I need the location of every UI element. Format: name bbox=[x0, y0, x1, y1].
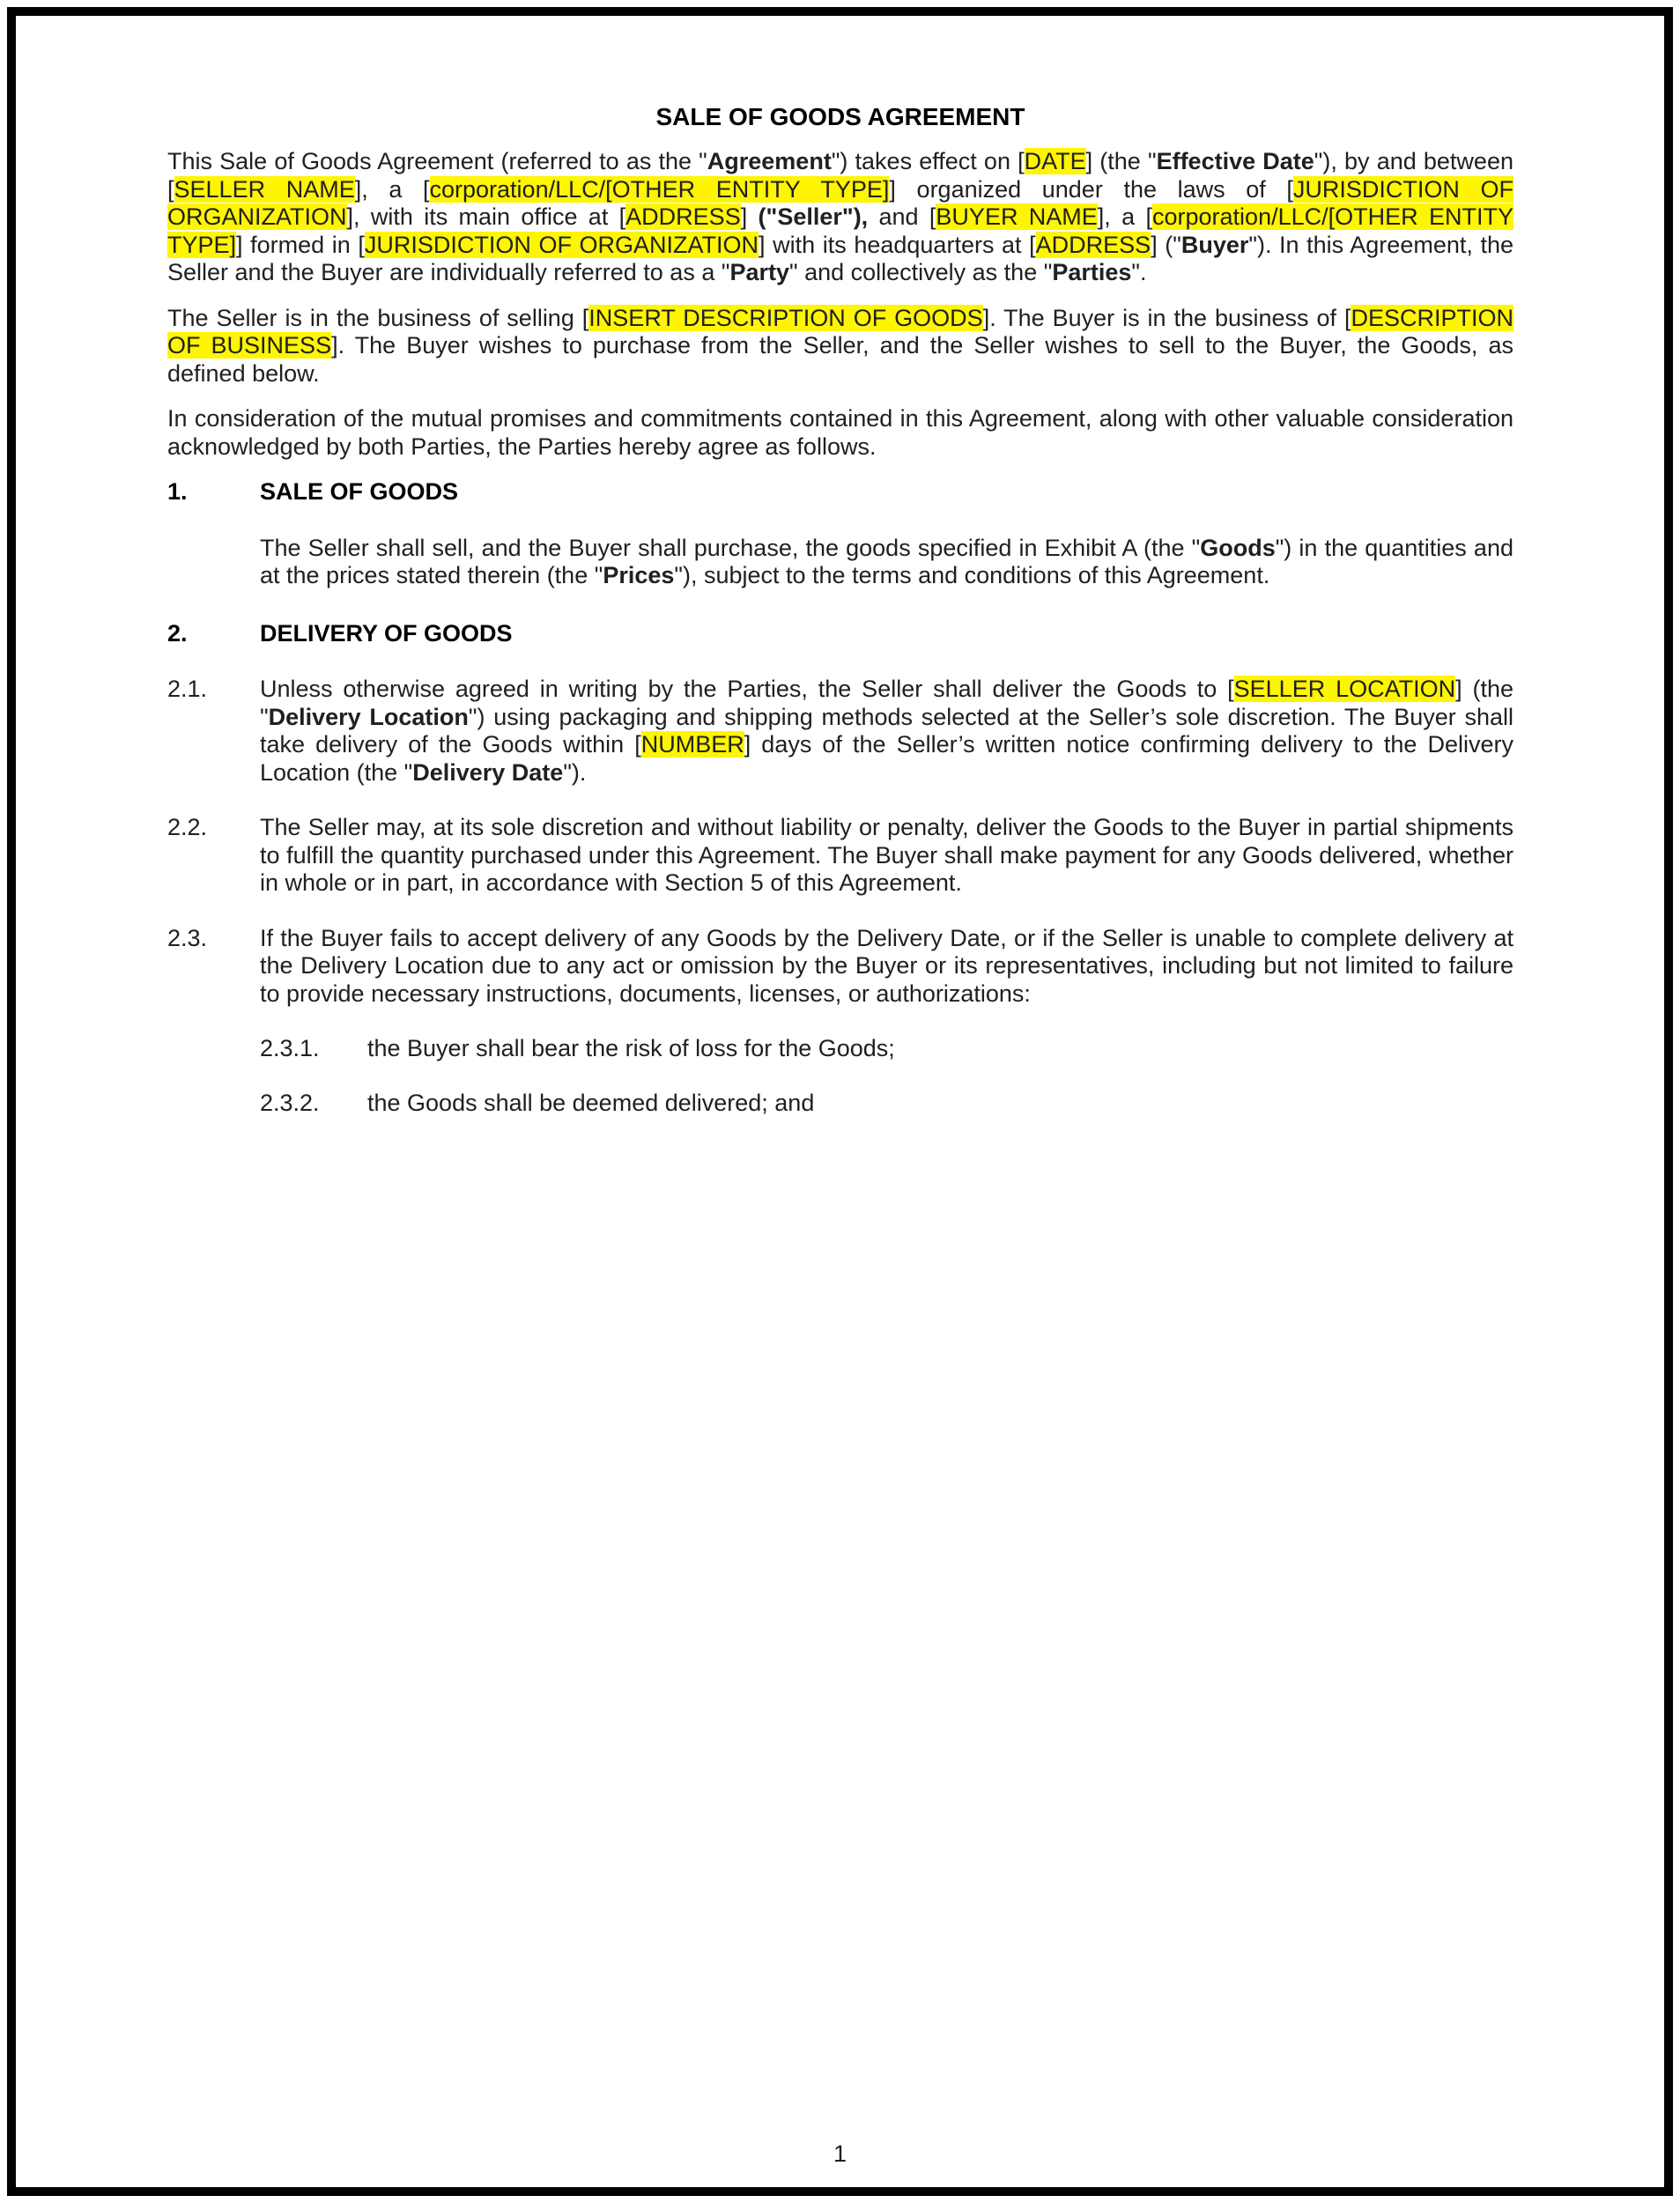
intro-paragraph-1 bbox=[167, 148, 1513, 287]
highlighted-placeholder: SELLER NAME bbox=[174, 175, 355, 203]
text-run: This Sale of Goods Agreement (referred to as the " bbox=[167, 148, 707, 174]
text-run: If the Buyer fails to accept delivery of any Goods by the Delivery Date, or if the Seller is unable to complete delivery at the Delivery Location due to any act or omission by the Buyer or its representatives, including but not limited to failure to provide necessary instructions, documents, licenses, or authorizations: bbox=[260, 924, 1513, 1007]
text-run: Agreement bbox=[707, 148, 832, 174]
highlighted-placeholder: ADDRESS bbox=[625, 203, 741, 230]
subclause-2-3-1-number: 2.3.1. bbox=[260, 1035, 320, 1061]
clause-2-2-number: 2.2. bbox=[167, 814, 208, 840]
text-run: ]. The Buyer is in the business of [ bbox=[982, 304, 1351, 331]
text-run: In consideration of the mutual promises and commitments contained in this Agreement, along with other valuable consideration acknowledged by both Parties, the Parties hereby agree as follows. bbox=[167, 405, 1513, 460]
text-run: "), by and between [ bbox=[167, 148, 1513, 203]
text-run: The Seller is in the business of selling [ bbox=[167, 304, 589, 331]
text-run: ] with its headquarters at [ bbox=[759, 231, 1036, 258]
text-run: The Seller shall sell, and the Buyer shall purchase, the goods specified in Exhibit A (the " bbox=[260, 534, 1201, 561]
text-run: Parties bbox=[1052, 259, 1132, 285]
clause-2-2-text bbox=[260, 814, 1513, 898]
text-run: ". bbox=[1131, 259, 1147, 285]
text-run: Buyer bbox=[1180, 231, 1249, 258]
text-run: ], a [ bbox=[354, 175, 430, 203]
text-run: ] bbox=[740, 203, 759, 230]
text-run: Effective Date bbox=[1156, 148, 1314, 174]
text-run: "). In this Agreement, the Seller and the Buyer are individually referred to as a " bbox=[167, 231, 1513, 285]
page-number: 1 bbox=[833, 2140, 847, 2167]
clause-2-1-text bbox=[260, 676, 1513, 787]
text-run: ] organized under the laws of [ bbox=[889, 175, 1293, 203]
text-run: ") takes effect on [ bbox=[831, 148, 1025, 174]
text-run: ] (the " bbox=[1085, 148, 1157, 174]
section-2-title: DELIVERY OF GOODS bbox=[260, 619, 513, 647]
highlighted-placeholder: NUMBER bbox=[640, 731, 744, 758]
text-run: ] (" bbox=[1151, 231, 1181, 258]
text-run: The Seller may, at its sole discretion and without liability or penalty, deliver the Goods to the Buyer in partial shipments to fulfill the quantity purchased under this Agreement. The Buyer shall make payment for any Goods delivered, whether in whole or in part, in accordance with Section 5 of this Agreement. bbox=[260, 814, 1513, 896]
text-run: ") in the quantities and at the prices stated therein (the " bbox=[260, 534, 1513, 588]
section-2-heading bbox=[167, 620, 1513, 648]
highlighted-placeholder: ADDRESS bbox=[1035, 231, 1151, 258]
clause-2-3-text bbox=[260, 925, 1513, 1009]
highlighted-placeholder: INSERT DESCRIPTION OF GOODS bbox=[588, 304, 983, 331]
section-1-title: SALE OF GOODS bbox=[260, 478, 459, 505]
clause-2-1 bbox=[167, 676, 1513, 787]
text-run: Unless otherwise agreed in writing by the Parties, the Seller shall deliver the Goods to [ bbox=[260, 676, 1234, 702]
text-run: the Goods shall be deemed delivered; and bbox=[367, 1089, 815, 1116]
text-run: and [ bbox=[868, 203, 936, 230]
section-1-heading bbox=[167, 478, 1513, 506]
highlighted-placeholder: DATE bbox=[1024, 148, 1086, 174]
section-2-number: 2. bbox=[167, 619, 188, 647]
text-run: ") using packaging and shipping methods selected at the Seller’s sole discretion. The Buyer shall take delivery of the Goods within [ bbox=[260, 703, 1513, 758]
subclause-2-3-1-text bbox=[367, 1035, 1513, 1063]
intro-paragraph-3 bbox=[167, 405, 1513, 461]
highlighted-placeholder: JURISDICTION OF ORGANIZATION bbox=[364, 231, 759, 258]
highlighted-placeholder: JURISDICTION OF ORGANIZATION bbox=[167, 175, 1514, 230]
clause-2-2 bbox=[167, 814, 1513, 898]
text-run: Prices bbox=[603, 562, 675, 588]
text-run: ] formed in [ bbox=[236, 231, 365, 258]
text-run: "). bbox=[563, 758, 587, 786]
clause-2-3 bbox=[167, 925, 1513, 1009]
section-1-number: 1. bbox=[167, 478, 188, 505]
highlighted-placeholder: DESCRIPTION OF BUSINESS bbox=[167, 304, 1513, 359]
text-run: the Buyer shall bear the risk of loss for the Goods; bbox=[367, 1035, 895, 1061]
subclause-2-3-2-text bbox=[367, 1090, 1513, 1118]
section-1-body bbox=[260, 535, 1513, 590]
highlighted-placeholder: corporation/LLC/[OTHER ENTITY TYPE] bbox=[429, 175, 890, 203]
document-title: SALE OF GOODS AGREEMENT bbox=[655, 103, 1025, 130]
text-run: " and collectively as the " bbox=[788, 259, 1053, 285]
document-content bbox=[167, 102, 1513, 1143]
clause-2-3-number: 2.3. bbox=[167, 924, 208, 951]
text-run: Party bbox=[729, 259, 789, 285]
text-run: ] (the " bbox=[260, 676, 1513, 730]
subclause-2-3-1 bbox=[260, 1035, 1513, 1063]
text-run: ("Seller"), bbox=[758, 203, 869, 230]
highlighted-placeholder: BUYER NAME bbox=[936, 203, 1098, 230]
text-run: Delivery Location bbox=[268, 703, 469, 730]
subclause-2-3-2 bbox=[260, 1090, 1513, 1118]
text-run: Delivery Date bbox=[412, 758, 564, 786]
text-run: Goods bbox=[1200, 534, 1276, 561]
text-run: ], a [ bbox=[1097, 203, 1152, 230]
text-run: ], with its main office at [ bbox=[346, 203, 626, 230]
clause-2-1-number: 2.1. bbox=[167, 676, 208, 702]
intro-paragraph-2 bbox=[167, 305, 1513, 388]
text-run: ]. The Buyer wishes to purchase from the Seller, and the Seller wishes to sell to the Buyer, the Goods, as defined below. bbox=[167, 332, 1513, 387]
text-run: "), subject to the terms and conditions of this Agreement. bbox=[674, 562, 1270, 588]
highlighted-placeholder: corporation/LLC/[OTHER ENTITY TYPE] bbox=[167, 203, 1513, 258]
text-run: ] days of the Seller’s written notice confirming delivery to the Delivery Location (the " bbox=[260, 731, 1513, 786]
subclause-2-3-2-number: 2.3.2. bbox=[260, 1089, 320, 1116]
highlighted-placeholder: SELLER LOCATION bbox=[1233, 676, 1456, 702]
